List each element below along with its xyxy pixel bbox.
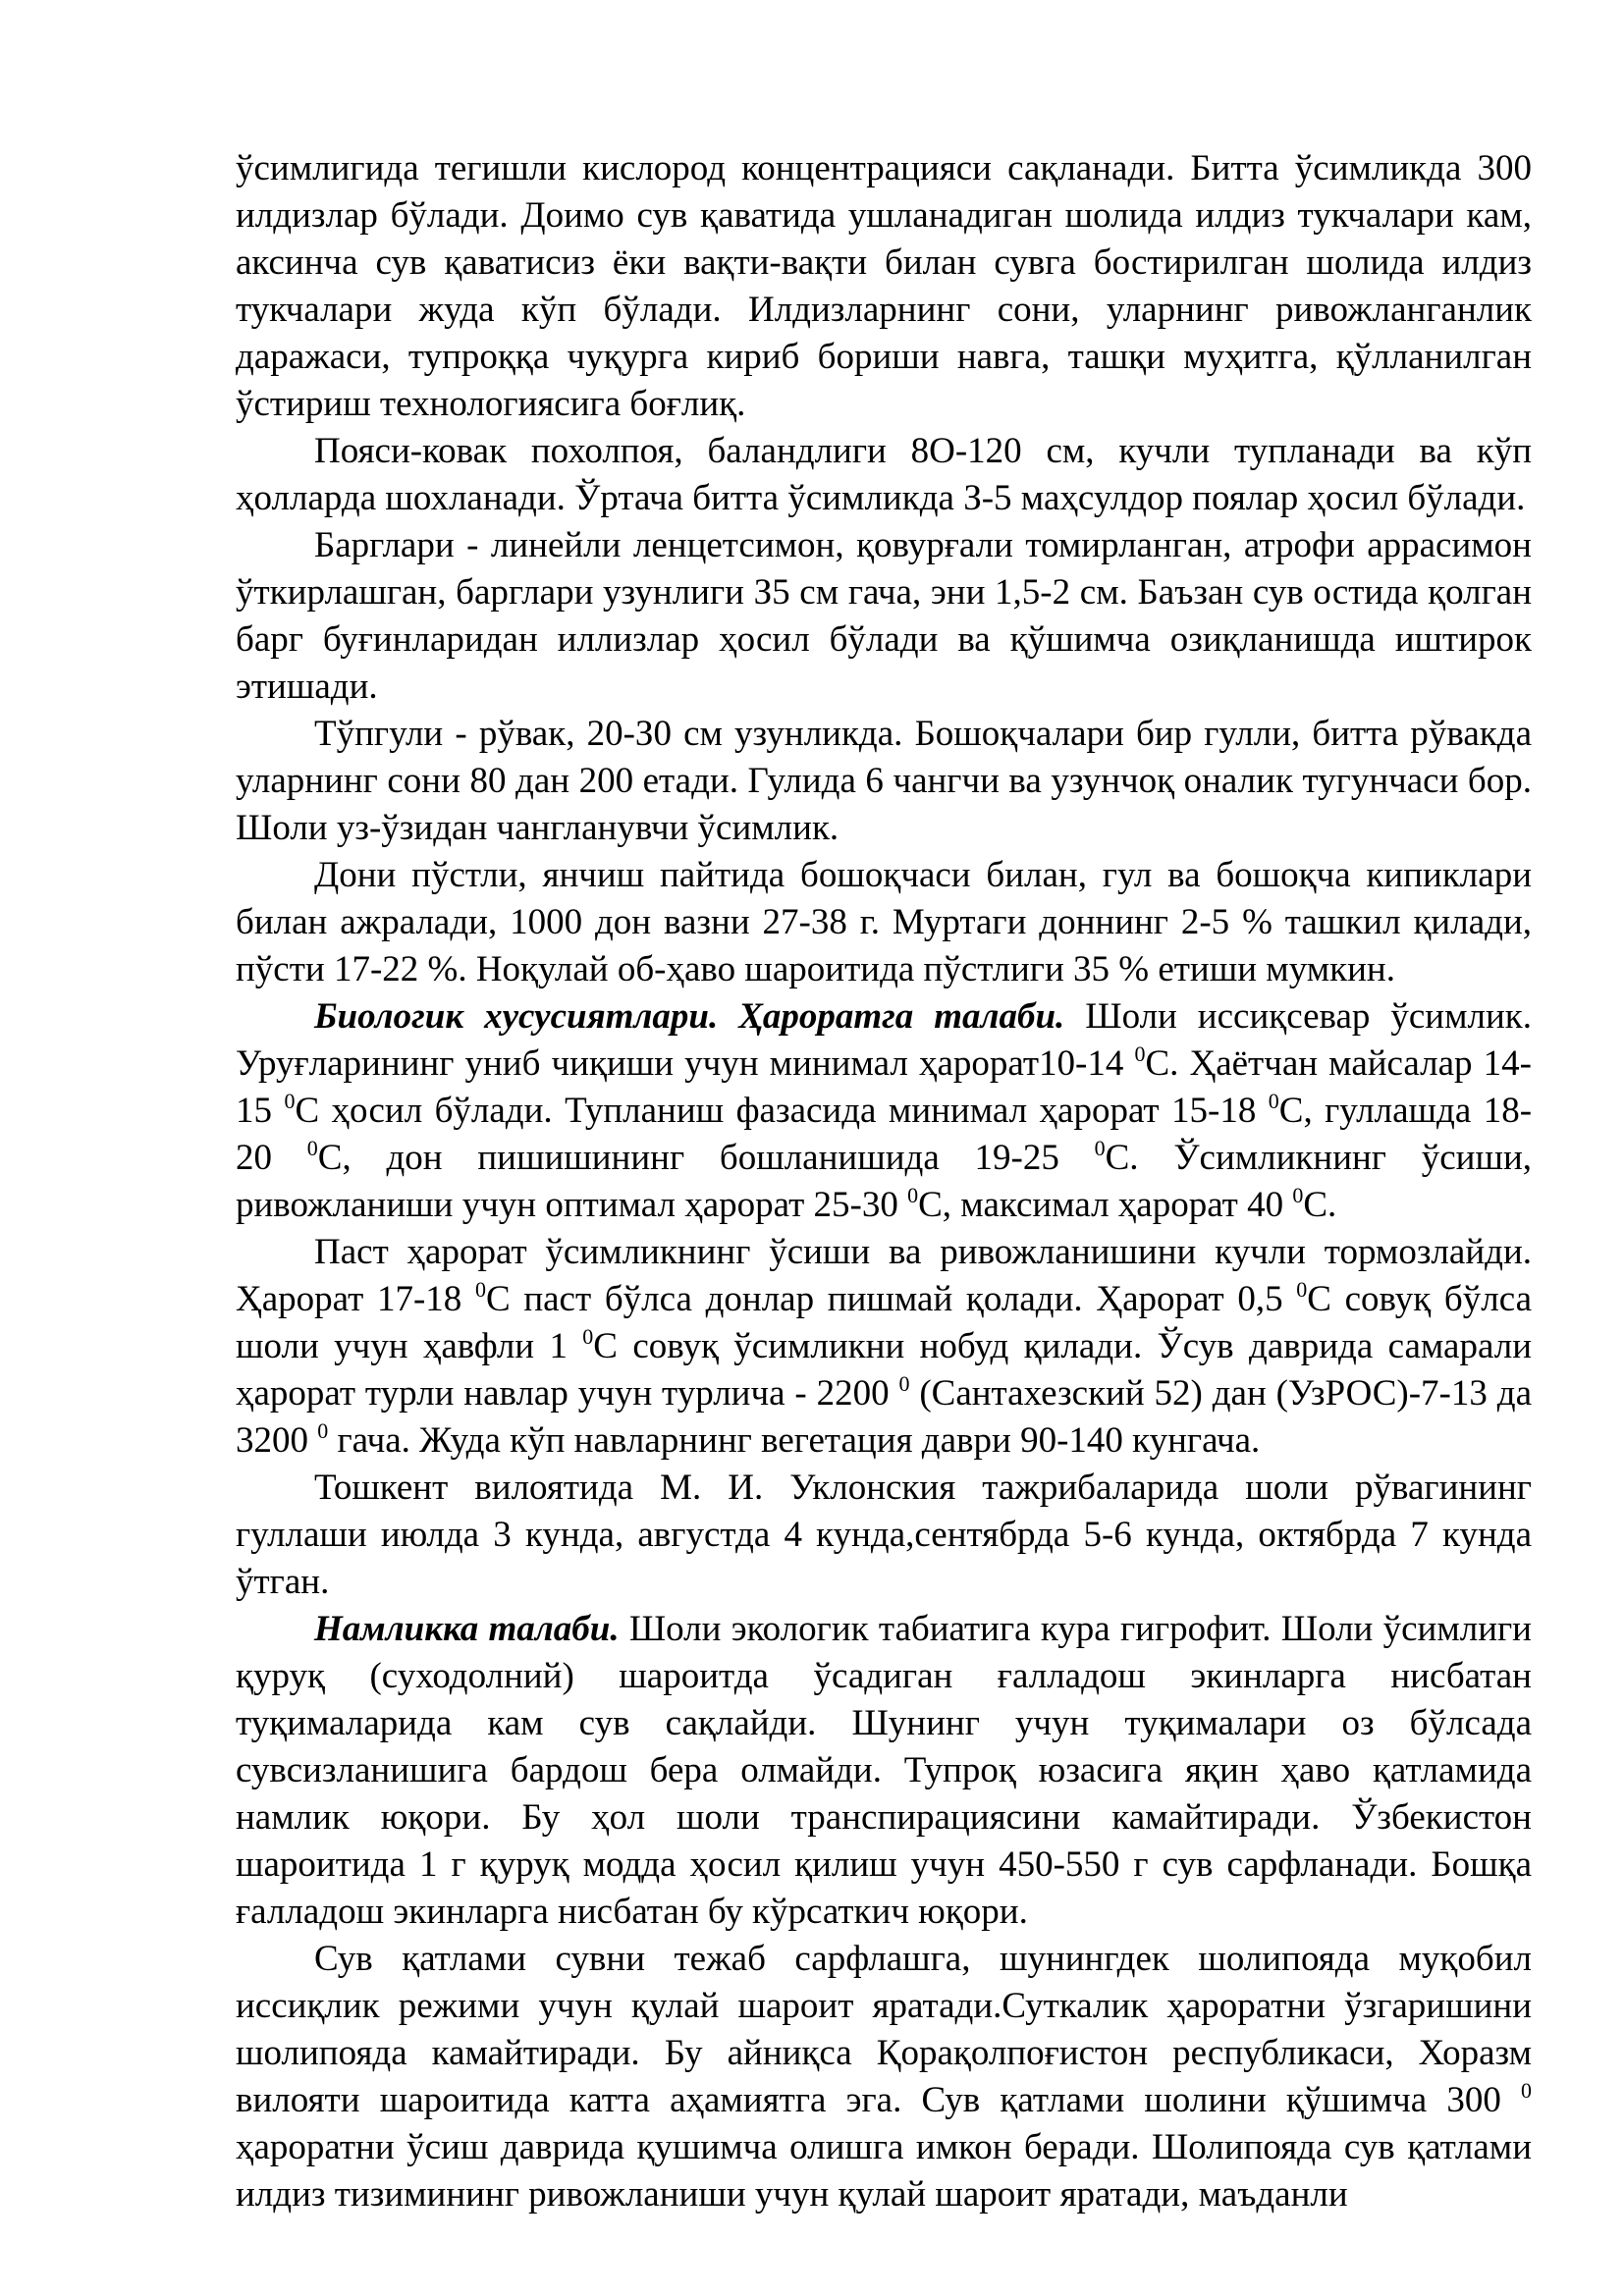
text-segment: Сув қатлами сувни тежаб сарфлашга, шунингдек шолипояда муқобил иссиқлик режими учун қулай шароит яратади.Суткалик ҳароратни ўзгаришини шолипояда камайтиради. Бу айниқса Қорақолпоғистон республикаси, Хоразм вилояти шароитида катта аҳамиятга эга. Сув қатлами шолини қўшимча 300 <box>236 1939 1532 2120</box>
text-segment: ҳароратни ўсиш даврида қушимча олишга имкон беради. Шолипояда сув қатлами илдиз тизимининг ривожланиши учун қулай шароит яратади, маъданли <box>236 2127 1532 2215</box>
section-heading-biological-features: Биологик хусусиятлари. Ҳароратга талаби. <box>314 996 1065 1037</box>
text-segment: С совуқ бўлса шоли учун ҳавфли 1 <box>236 1279 1532 1366</box>
document-page <box>236 145 1532 2218</box>
paragraph-tashkent-experiments: Тошкент вилоятида М. И. Уклонския тажрибаларида шоли рўвагининг гуллаши июлда 3 кунда, августда 4 кунда,сентябрда 5-6 кунда, октябрда 7 кунда ўтган. <box>236 1468 1532 1602</box>
text-segment: С. Ҳаётчан майсалар 14-15 <box>236 1043 1532 1131</box>
text-segment: С. Ўсимликнинг ўсиши, ривожланиши учун оптимал ҳарорат 25-30 <box>236 1138 1533 1225</box>
text-segment: Паст ҳарорат ўсимликнинг ўсиши ва ривожланишини кучли тормозлайди. Ҳарорат 17-18 <box>236 1232 1532 1319</box>
text-segment: С, максимал ҳарорат 40 <box>918 1185 1293 1225</box>
text-segment: Шоли экологик табиатига кура гигрофит. Шоли ўсимлиги қуруқ (суходолний) шароитда ўсадиган ғалладош экинларга нисбатан туқималарида кам сув сақлайди. Шунинг учун туқималари оз бўлсада сувсизланишига бардош бера олмайди. Тупроқ юзасига яқин ҳаво қатламида намлик юқори. Бу ҳол шоли транспирациясини камайтиради. Ўзбекистон шароитида 1 г қуруқ модда ҳосил қилиш учун 450-550 г сув сарфланади. Бошқа ғалладош экинларга нисбатан бу кўрсаткич юқори. <box>236 1609 1532 1932</box>
degree-superscript: 0 <box>582 1324 594 1349</box>
degree-superscript: 0 <box>306 1136 318 1160</box>
degree-superscript: 0 <box>1296 1277 1308 1302</box>
text-segment: С совуқ ўсимликни нобуд қилади. Ўсув даврида самарали ҳарорат турли навлар учун турлича - 2200 <box>236 1326 1532 1414</box>
paragraph-moisture-requirements <box>236 1606 1532 1936</box>
paragraph-inflorescence: Тўпгули - рўвак, 20-З0 см узунликда. Бошоқчалари бир гулли, битта рўвакда уларнинг сони 80 дан 200 етади. Гулида 6 чангчи ва узунчоқ оналик тугунчаси бор. Шоли уз-ўзидан чангланувчи ўсимлик. <box>236 714 1532 848</box>
degree-superscript: 0 <box>1094 1136 1106 1160</box>
text-segment: С, дон пишишининг бошланишида 19-25 <box>317 1138 1095 1178</box>
text-segment: С, гуллашда 18-20 <box>236 1091 1533 1178</box>
degree-superscript: 0 <box>474 1277 486 1302</box>
degree-superscript: 0 <box>284 1089 296 1113</box>
text-segment: С паст бўлса донлар пишмай қолади. Ҳарорат 0,5 <box>485 1279 1297 1319</box>
paragraph-roots: ўсимлигида тегишли кислород концентрацияси сақланади. Битта ўсимликда 300 илдизлар бўлади. Доимо сув қаватида ушланадиган шолида илдиз тукчалари кам, аксинча сув қаватисиз ёки вақти-вақти билан сувга бостирилган шолида илдиз тукчалари жуда кўп бўлади. Илдизларнинг сони, уларнинг ривожланганлик даражаси, тупроққа чуқурга кириб бориши навга, ташқи муҳитга, қўлланилган ўстириш технологиясига боғлиқ. <box>236 148 1532 424</box>
paragraph-grain: Дони пўстли, янчиш пайтида бошоқчаси билан, гул ва бошоқча кипиклари билан ажралади, 1000 дон вазни 27-38 г. Муртаги доннинг 2-5 % ташкил қилади, пўсти 17-22 %. Ноқулай об-ҳаво шароитида пўстлиги 35 % етиши мумкин. <box>236 855 1532 989</box>
paragraph-leaves: Барглари - линейли ленцетсимон, қовурғали томирланган, атрофи аррасимон ўткирлашган, барглари узунлиги З5 см гача, эни 1,5-2 см. Баъзан сув остида қолган барг буғинларидан иллизлар ҳосил бўлади ва қўшимча озиқланишда иштирок этишади. <box>236 525 1532 707</box>
text-segment: гача. Жуда кўп навларнинг вегетация даври 90-140 кунгача. <box>328 1420 1261 1461</box>
text-segment: С ҳосил бўлади. Тупланиш фазасида минимал ҳарорат 15-18 <box>295 1091 1269 1131</box>
paragraph-stem: Пояси-ковак похолпоя, баландлиги 8О-120 см, кучли тупланади ва кўп ҳолларда шохланади. Ўртача битта ўсимликда З-5 маҳсулдор поялар ҳосил бўлади. <box>236 431 1532 518</box>
paragraph-water-layer <box>236 1936 1532 2218</box>
degree-superscript: 0 <box>898 1371 910 1396</box>
degree-superscript: 0 <box>1134 1041 1146 1066</box>
text-segment: Шоли иссиқсевар ўсимлик. Уруғларининг униб чиқиши учун минимал ҳарорат10-14 <box>236 996 1532 1084</box>
paragraph-low-temperature <box>236 1229 1532 1465</box>
paragraph-temperature-requirements <box>236 993 1532 1229</box>
degree-superscript: 0 <box>907 1183 919 1207</box>
degree-superscript: 0 <box>1521 2078 1532 2103</box>
text-segment: С. <box>1303 1185 1337 1225</box>
degree-superscript: 0 <box>317 1418 329 1443</box>
degree-superscript: 0 <box>1268 1089 1279 1113</box>
section-heading-moisture: Намликка талаби. <box>314 1609 620 1649</box>
degree-superscript: 0 <box>1292 1183 1304 1207</box>
text-segment: (Сантахезский 52) дан (УзРОС)-7-13 да 3200 <box>236 1373 1532 1461</box>
